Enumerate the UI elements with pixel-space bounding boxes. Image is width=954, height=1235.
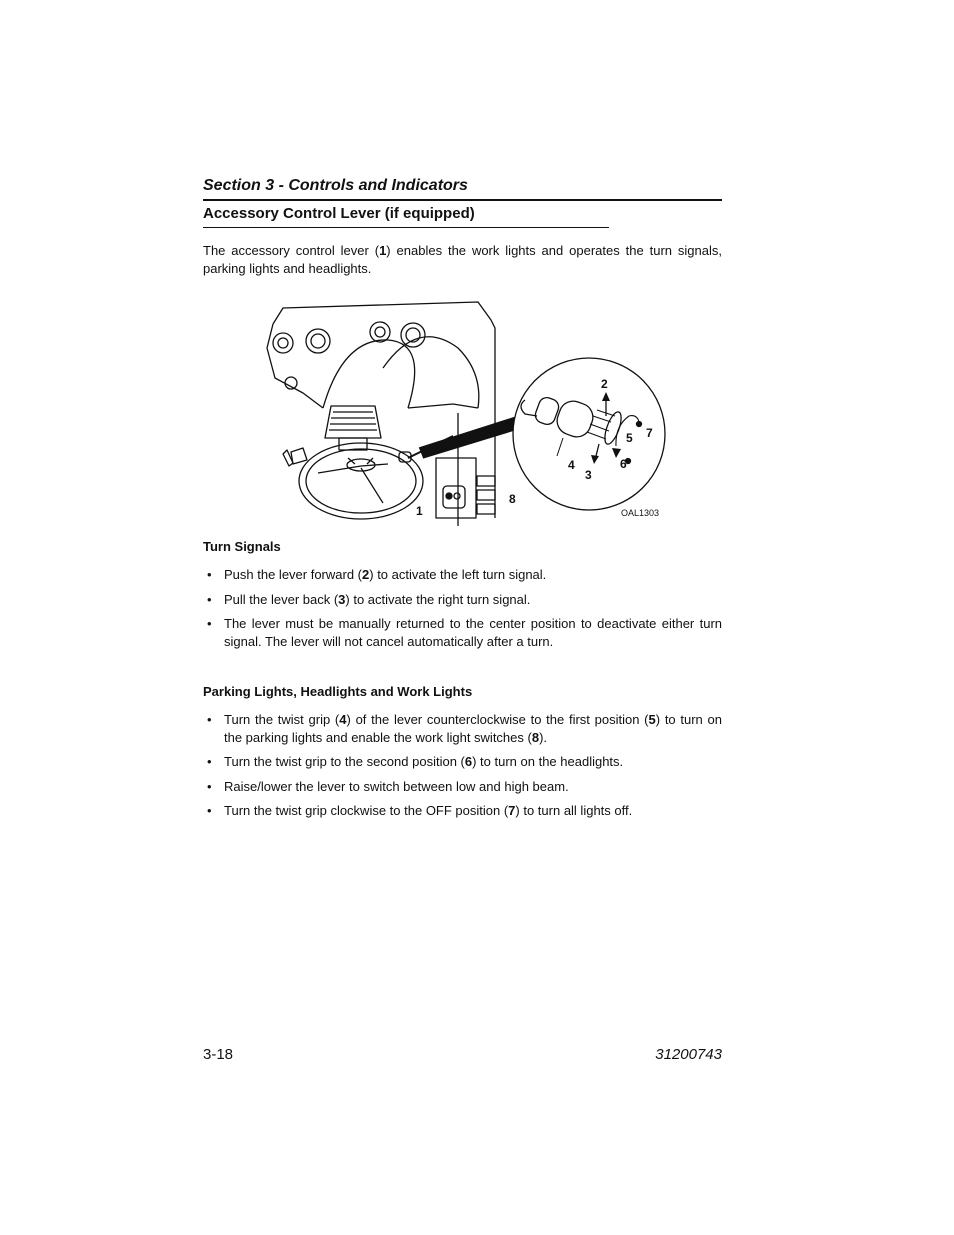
figure-code: OAL1303 — [621, 508, 660, 518]
list-item: • Raise/lower the lever to switch between low and high beam. — [203, 778, 722, 796]
list-item: • Push the lever forward (2) to activate the left turn signal. — [203, 566, 722, 584]
subsection-title: Accessory Control Lever (if equipped) — [203, 205, 609, 228]
section-header: Section 3 - Controls and Indicators — [203, 177, 722, 201]
callout-6: 6 — [620, 457, 627, 471]
callout-3: 3 — [585, 468, 592, 482]
list-item: • Turn the twist grip (4) of the lever counterclockwise to the first position (5) to turn on the parking lights and enable the work light switches (8). — [203, 711, 722, 746]
callout-4: 4 — [568, 458, 575, 472]
callout-8: 8 — [509, 492, 516, 506]
callout-5: 5 — [626, 431, 633, 445]
lights-heading: Parking Lights, Headlights and Work Lights — [203, 684, 473, 699]
list-item: • Pull the lever back (3) to activate the right turn signal. — [203, 591, 722, 609]
lights-list — [203, 711, 722, 827]
document-number: 31200743 — [655, 1046, 722, 1063]
list-item: • Turn the twist grip clockwise to the OFF position (7) to turn all lights off. — [203, 802, 722, 820]
turn-signals-list — [203, 566, 722, 657]
intro-paragraph: The accessory control lever (1) enables the work lights and operates the turn signals, parking lights and headlights. — [203, 243, 722, 276]
dashboard-illustration — [263, 298, 673, 526]
accessory-lever-figure — [263, 298, 673, 526]
list-item: • Turn the twist grip to the second position (6) to turn on the headlights. — [203, 753, 722, 771]
turn-signals-heading: Turn Signals — [203, 539, 281, 554]
callout-1: 1 — [416, 504, 423, 518]
callout-2: 2 — [601, 377, 608, 391]
callout-7: 7 — [646, 426, 653, 440]
page-number: 3-18 — [203, 1046, 234, 1063]
list-item: • The lever must be manually returned to the center position to deactivate either turn signal. The lever will not cancel automatically after a turn. — [203, 615, 722, 650]
